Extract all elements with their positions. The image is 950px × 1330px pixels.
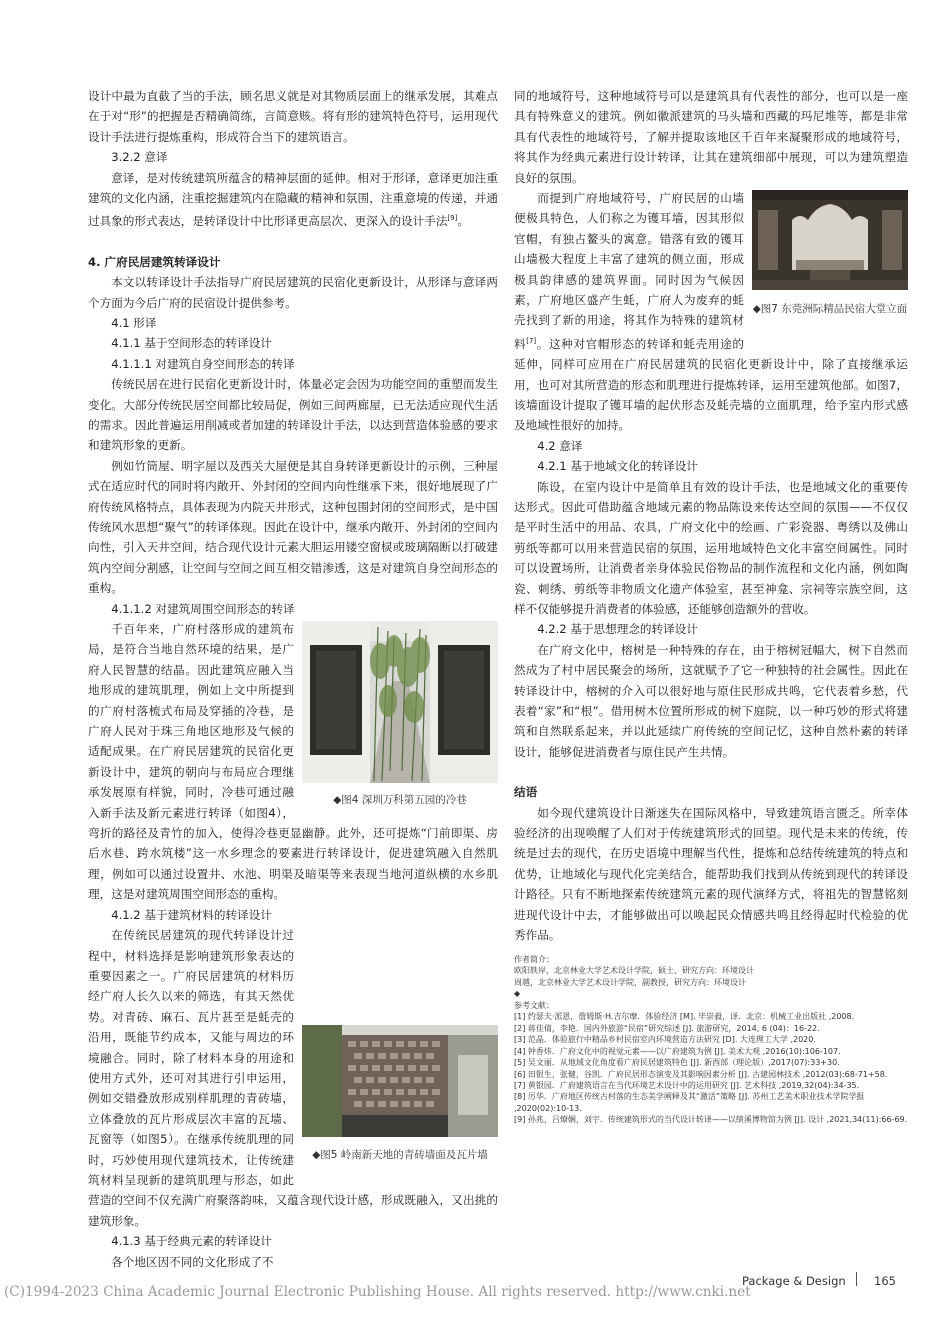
reference-item: [2] 蒋佳倩，李艳．国内外旅游“民宿”研究综述 [J]. 旅游研究，2014, 6 (04)：16-22. [514, 1023, 820, 1033]
references-title: 参考文献： [514, 1000, 554, 1010]
section-heading: 3.2.2 意译 [111, 150, 168, 165]
reference-item: [8] 厉华．广府地区传统古村落的生态美学阐释及其“激活”策略 [J]. 苏州工艺美术职业技术学院学报 ,2020(02):10-13. [514, 1092, 865, 1113]
conclusion-heading: 结语 [514, 785, 538, 800]
author-title: 作者简介： [514, 954, 554, 964]
author-line: 欧阳轶岸，北京林业大学艺术设计学院，硕士，研究方向：环境设计 [514, 966, 754, 976]
paragraph: 陈设，在室内设计中是简单且有效的设计手法，也是地域文化的重要传达形式。因此可借助蕴含地域元素的物品陈设来传达空间的氛围——不仅仅是平时生活中的用品、农具，广府文化中的绘画、广彩瓷器、粤绣以及佛山剪纸等都可以用来营造民宿的氛围，运用地域特色文化丰富空间属性。同时可以设置场所，让消费者亲身体验民俗物品的制作流程和文化内涵，例如陶瓷、刺绣、剪纸等非物质文化遗产体验室，甚至神龛、宗祠等宗族空间，这样不仅能够提升消费者的体验感，还能够创造额外的营收。 [514, 479, 908, 617]
paragraph: 例如竹筒屋、明字屋以及西关大屋便是其自身转译更新设计的示例，三种屋式在适应时代的同时将内敞开、外封闭的空间内向性继承下来，很好地展现了广府传统风格特点，具体表现为内院天井形式，这种包围封闭的空间形式，是中国传统风水思想“聚气”的转译体现。因此在设计中，继承内敞开、外封闭的空间内向性，引入天井空间，结合现代设计元素大胆运用镂空窗棂或玻璃隔断以打破建筑内空间分割感，让空间与空间之间互相交错渗透，这是对建筑自身空间形态的重构。 [88, 458, 498, 596]
figure-5-wrap [88, 925, 498, 1272]
paragraph: 千百年来，广府村落形成的建筑布局，是符合当地自然环境的结果，是广府人民智慧的结晶。因此建筑应融入当地形成的建筑肌理，例如上文中所提到的广府村落梳式布局及穿插的冷巷，是广府人民对于珠三角地区地形及气候的适配成果。在广府民居建筑的民宿化更新设计中，建筑的朝向与布局应合理继承发展原有样貌，同时，冷巷可通过融入新手法及新元素进行转译（如图4），弯折的路径及青竹的加入，使得冷巷更显幽静。此外，还可提炼“门前即渠、房后水巷、跨水筑楼”这一水乡理念的要素进行转译设计，促进建筑融入自然肌理，例如可以通过设置井、水池、明渠及暗渠等来表现当地河道纵横的水乡肌理，这是对建筑周围空间形态的重构。 [88, 622, 498, 902]
footer-divider [856, 1272, 857, 1286]
figure-5-caption: ◆图5 岭南新天地的青砖墙面及瓦片墙 [312, 1148, 488, 1161]
figure-7-caption: ◆图7 东莞洲际精品民宿大堂立面 [752, 303, 908, 316]
figure-4-wrap [88, 619, 498, 905]
paragraph: 同的地域符号，这种地域符号可以是建筑具有代表性的部分，也可以是一座具有特殊意义的建筑。例如徽派建筑的马头墙和西藏的玛尼堆等，都是非常具有代表性的地域符号，了解并提取该地区千百年来凝聚形成的地域符号，将其作为经典元素进行设计转译，让其在建筑细部中展现，可以为建筑塑造良好的氛围。 [514, 89, 908, 185]
paragraph: 各个地区因不同的文化形成了不 [111, 1254, 274, 1269]
reference-item: [5] 吴文丽．从地域文化角度看广府民居建筑特色 [J]. 新西部（理论版）,2017(07):33+30. [514, 1058, 840, 1068]
reference-item: [6] 田银生，张健，谷凯．广府民居形态演变及其影响因素分析 [J]. 古建园林技术 ,2012(03):68-71+58. [514, 1069, 888, 1079]
paragraph: 本文以转译设计手法指导广府民居建筑的民宿化更新设计，从形译与意译两个方面为今后广府的民宿设计提供参考。 [88, 275, 498, 310]
brick-wall-photo [302, 1025, 498, 1137]
paragraph: 意译，是对传统建筑所蕴含的精神层面的延伸。相对于形译，意译更加注重建筑的文化内涵，注重挖掘建筑内在隐藏的精神和氛围，注重意境的传递，并通过具象的形式表达，是转译设计中比形译更高层次、更深入的设计手法[9]。 [88, 170, 498, 229]
reference-item: [7] 黄银园．广府建筑语言在当代环境艺术设计中的运用研究 [J]. 艺术科技 ,2019,32(04):34-35. [514, 1080, 860, 1090]
section-heading: 4.1.3 基于经典元素的转译设计 [111, 1234, 272, 1249]
figure-4-caption: ◆图4 深圳万科第五园的冷巷 [333, 794, 467, 807]
journal-name: Package & Design [742, 1274, 846, 1288]
references-list [514, 1011, 908, 1125]
right-column [514, 86, 908, 1126]
paragraph: 在广府文化中，榕树是一种特殊的存在，由于榕树冠幅大，树下自然而然成为了村中居民聚会的场所，这就赋予了它一种独特的社会属性。因此在转译设计中，榕树的介入可以很好地与原住民形成共鸣，它代表着乡愁，代表着“家”和“根”。借用树木位置所形成的树下庭院，以一种巧妙的形式将建筑和自然联系起来，并以此延续广府传统的空间记忆，这种自然朴素的转译设计，能够促进消费者与原住民产生共情。 [514, 642, 908, 759]
alley-photo [302, 621, 498, 783]
section-heading: 4.1.1 基于空间形态的转译设计 [111, 336, 272, 351]
section-heading: 4.1 形译 [111, 315, 157, 330]
paragraph: 如今现代建筑设计日渐迷失在国际风格中，导致建筑语言匮乏。所幸体验经济的出现唤醒了人们对于传统建筑形式的回望。现代是未来的传统，传统是过去的现代，在历史语境中理解当代性，提炼和总结传统建筑的特点和优势，让地域化与现代化完美结合，能帮助我们找到从传统到现代的转译设计路径。只有不断地探索传统建筑元素的现代演绎方式，将祖先的智慧铭刻进现代设计中去，才能够做出可以唤起民众情感共鸣且经得起时代检验的优秀作品。 [514, 805, 908, 943]
section-heading: 4.2 意译 [537, 438, 583, 453]
paragraph: 设计中最为直截了当的手法，顾名思义就是对其物质层面上的继承发展，其难点在于对“形”的把握是否精确简练，言简意赅。将有形的建筑特色符号，运用现代设计手法进行提炼重构，形成符合当下的建筑语言。 [88, 89, 498, 144]
diamond-icon: ◆ [514, 989, 521, 999]
reference-item: [1] 约瑟夫·派恩，詹姆斯·H.吉尔摩．体验经济 [M]. 毕崇毅，译．北京：机械工业出版社 ,2008. [514, 1012, 855, 1022]
reference-item: [4] 钟香炜．广府文化中的视觉元素——以广府建筑为例 [J]. 美术大观 ,2016(10):106-107. [514, 1046, 841, 1056]
citation: [7] [526, 336, 537, 345]
reference-item: [9] 孙兆，吕燎娴，刘宇．传统建筑形式的当代设计转译——以绩溪博物馆为例 [J]. 设计 ,2021,34(11):66-69. [514, 1115, 908, 1125]
figure-7 [752, 190, 908, 336]
page-number: 165 [874, 1274, 896, 1288]
figure-5 [302, 1025, 498, 1175]
author-info [514, 954, 908, 1012]
citation: [9] [447, 214, 458, 223]
paragraph: 传统民居在进行民宿化更新设计时，体量必定会因为功能空间的重塑而发生变化。大部分传统民居空间都比较局促，例如三间两廊屋，已无法适应现代生活的需求。因此普遍运用削减或者加建的转译设计手法，以达到营造体验感的要求和建筑形象的更新。 [88, 377, 498, 453]
copyright-watermark: (C)1994-2023 China Academic Journal Electronic Publishing House. All rights reserved. http://www.cnki.net [4, 1284, 751, 1300]
left-column [88, 86, 498, 1272]
author-line: 周越，北京林业大学艺术设计学院，副教授，研究方向：环境设计 [514, 977, 746, 987]
section-heading: 4. 广府民居建筑转译设计 [88, 254, 221, 269]
reference-item: [3] 范晶．体验旅行中精品乡村民宿室内环境营造方法研究 [D]. 大连理工大学 ,2020. [514, 1035, 816, 1045]
lobby-photo [752, 190, 908, 290]
section-heading: 4.2.1 基于地域文化的转译设计 [537, 459, 698, 474]
section-heading: 4.1.1.2 对建筑周围空间形态的转译 [111, 601, 295, 616]
section-heading: 4.2.2 基于思想理念的转译设计 [537, 622, 698, 637]
section-heading: 4.1.2 基于建筑材料的转译设计 [111, 907, 272, 922]
figure-7-wrap [514, 188, 908, 436]
paragraph: 在传统民居建筑的现代转译设计过程中，材料选择是影响建筑形象表达的重要因素之一。广府民居建筑的材料历经广府人长久以来的筛选，有其天然优势。对青砖、麻石、瓦片甚至是蚝壳的沿用，既能节约成本，又能与周边的环境融合。同时，除了材料本身的用途和使用方式外，还可对其进行引申运用，例如交错叠放形成别样肌理的青砖墙，立体叠放的瓦片形成层次丰富的瓦墙、瓦窗等（如图5）。在继承传统肌理的同时，巧妙使用现代建筑技术，让传统建筑材料呈现新的建筑肌理与形态，如此营造的空间不仅充满广府聚落韵味，又蕴含现代设计感，形成既融入，又出挑的建筑形象。 [88, 928, 498, 1228]
figure-4 [302, 621, 498, 811]
section-heading: 4.1.1.1 对建筑自身空间形态的转译 [111, 356, 295, 371]
paragraph: 而提到广府地域符号，广府民居的山墙便极具特色，人们称之为镬耳墙，因其形似官帽，有独占鳌头的寓意。错落有致的镬耳山墙极大程度上丰富了建筑的侧立面，形成极具韵律感的建筑界面。同时因为气候因素，广府地区盛产生蚝，广府人为废弃的蚝壳找到了新的用途，将其作为特殊的建筑材料[7]。这种对官帽形态的转译和蚝壳用途的延伸，同样可应用在广府民居建筑的民宿化更新设计中，除了直接继承运用，也可对其所营造的形态和肌理进行提炼转译，运用至建筑他部。如图7，该墙面设计提取了镬耳墙的起伏形态及蚝壳墙的立面肌理，给予室内形式感及地域性很好的加持。 [514, 191, 908, 433]
